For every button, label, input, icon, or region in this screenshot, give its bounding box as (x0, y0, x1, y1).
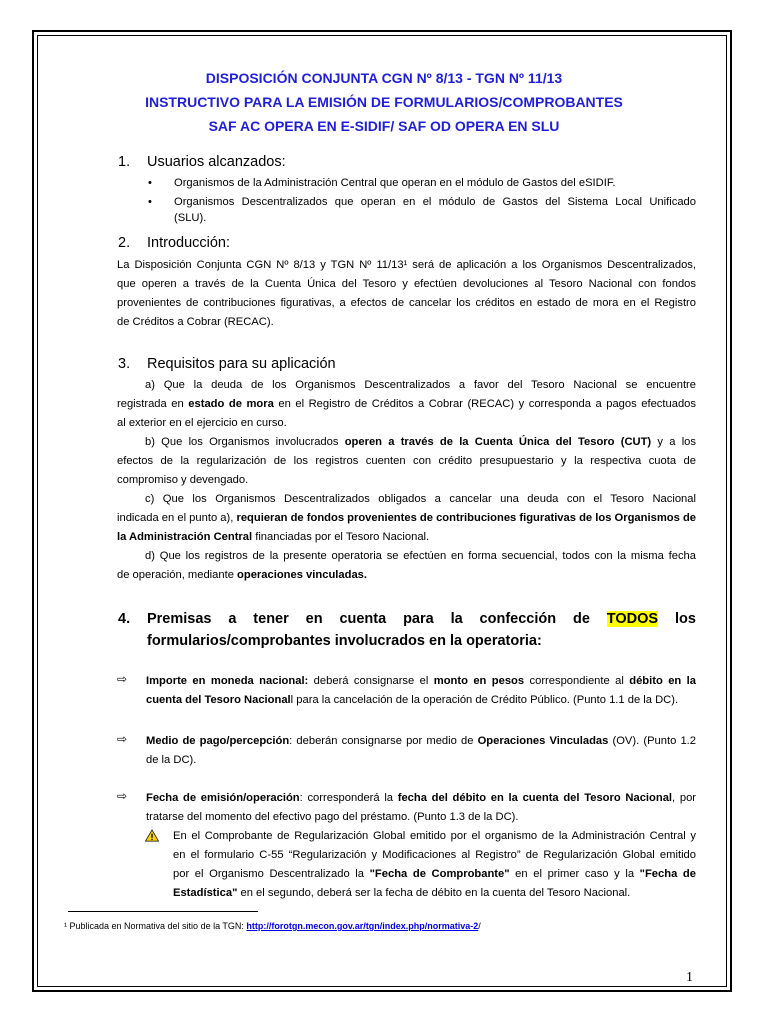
footnote-separator (68, 911, 258, 912)
arrow-right-icon: ⇨ (117, 789, 128, 803)
warning-note: En el Comprobante de Regularización Global emitido por el organismo de la Administración Central y en el formulario C-55 “Regularización y Modificaciones al Registro” de Regularización Global emitido por el Organismo Descentralizado la "Fecha de Comprobante" en el primer caso y la "Fecha de Estadística" en el segundo, deberá ser la fecha de débito en la cuenta del Tesoro Nacional. (173, 830, 696, 899)
arrow-right-icon: ⇨ (117, 732, 128, 746)
list-item: • Organismos de la Administración Central que operan en el módulo de Gastos del eSIDIF. (148, 177, 616, 189)
footnote-link[interactable]: http://forotgn.mecon.gov.ar/tgn/index.php/normativa-2 (246, 921, 479, 931)
page-number: 1 (686, 970, 693, 985)
title-line-2: INSTRUCTIVO PARA LA EMISIÓN DE FORMULARIOS/COMPROBANTES (145, 94, 623, 110)
premise-payment: Medio de pago/percepción: deberán consignarse por medio de Operaciones Vinculadas (OV). (Punto 1.2 de la DC). (146, 735, 697, 766)
arrow-right-icon: ⇨ (117, 672, 128, 686)
list-item: • Organismos Descentralizados que operan en el módulo de Gastos del Sistema Local Unificado (SLU). (148, 196, 696, 224)
title-line-3: SAF AC OPERA EN E-SIDIF/ SAF OD OPERA EN SLU (208, 118, 560, 134)
highlighted-word: TODOS (606, 611, 659, 627)
document-title (0, 66, 768, 138)
title-line-1: DISPOSICIÓN CONJUNTA CGN Nº 8/13 - TGN Nº 11/13 (205, 70, 563, 86)
intro-paragraph: La Disposición Conjunta CGN Nº 8/13 y TGN Nº 11/13¹ será de aplicación a los Organismos Descentralizados, que operen a través de la Cuenta Única del Tesoro y efectúen devoluciones al Tesoro Nacional con fondos provenientes de contribuciones figurativas, a efectos de cancelar los créditos en estado de mora en el Registro de Créditos a Cobrar (RECAC). (117, 259, 696, 328)
footnote: ¹ Publicada en Normativa del sitio de la TGN: http://forotgn.mecon.gov.ar/tgn/index.php/normativa-2/ (64, 921, 481, 931)
requirements-list: a) Que la deuda de los Organismos Descentralizados a favor del Tesoro Nacional se encuentre registrada en estado de mora en el Registro de Créditos a Cobrar (RECAC) y corresponda a pagos efectuados al exterior en el ejercicio en curso. b) Que los Organismos involucrados operen a través de la Cuenta Única del Tesoro (CUT) y a los efectos de la regularización de los registros cuenten con crédito presupuestario y la respectiva cuota de compromiso y devengado. c) Que los Organismos Descentralizados obligados a cancelar una deuda con el Tesoro Nacional indicada en el punto a), requieran de fondos provenientes de contribuciones figurativas de los Organismos de la Administración Central financiadas por el Tesoro Nacional. d) Que los registros de la presente operatoria se efectúen en forma secuencial, todos con la misma fecha de operación, mediante operaciones vinculadas. (117, 379, 696, 581)
warning-icon (144, 829, 160, 842)
premise-amount: Importe en moneda nacional: deberá consignarse el monto en pesos correspondiente al débito en la cuenta del Tesoro Nacionall para la cancelación de la operación de Crédito Público. (Punto 1.1 de la DC). (146, 675, 696, 706)
section-4-heading: 4. Premisas a tener en cuenta para la confección de TODOS los formularios/comprobantes involucrados en la operatoria: (118, 611, 696, 649)
premise-date: Fecha de emisión/operación: corresponderá la fecha del débito en la cuenta del Tesoro Nacional, por tratarse del momento del efectivo pago del préstamo. (Punto 1.3 de la DC). (146, 792, 697, 823)
